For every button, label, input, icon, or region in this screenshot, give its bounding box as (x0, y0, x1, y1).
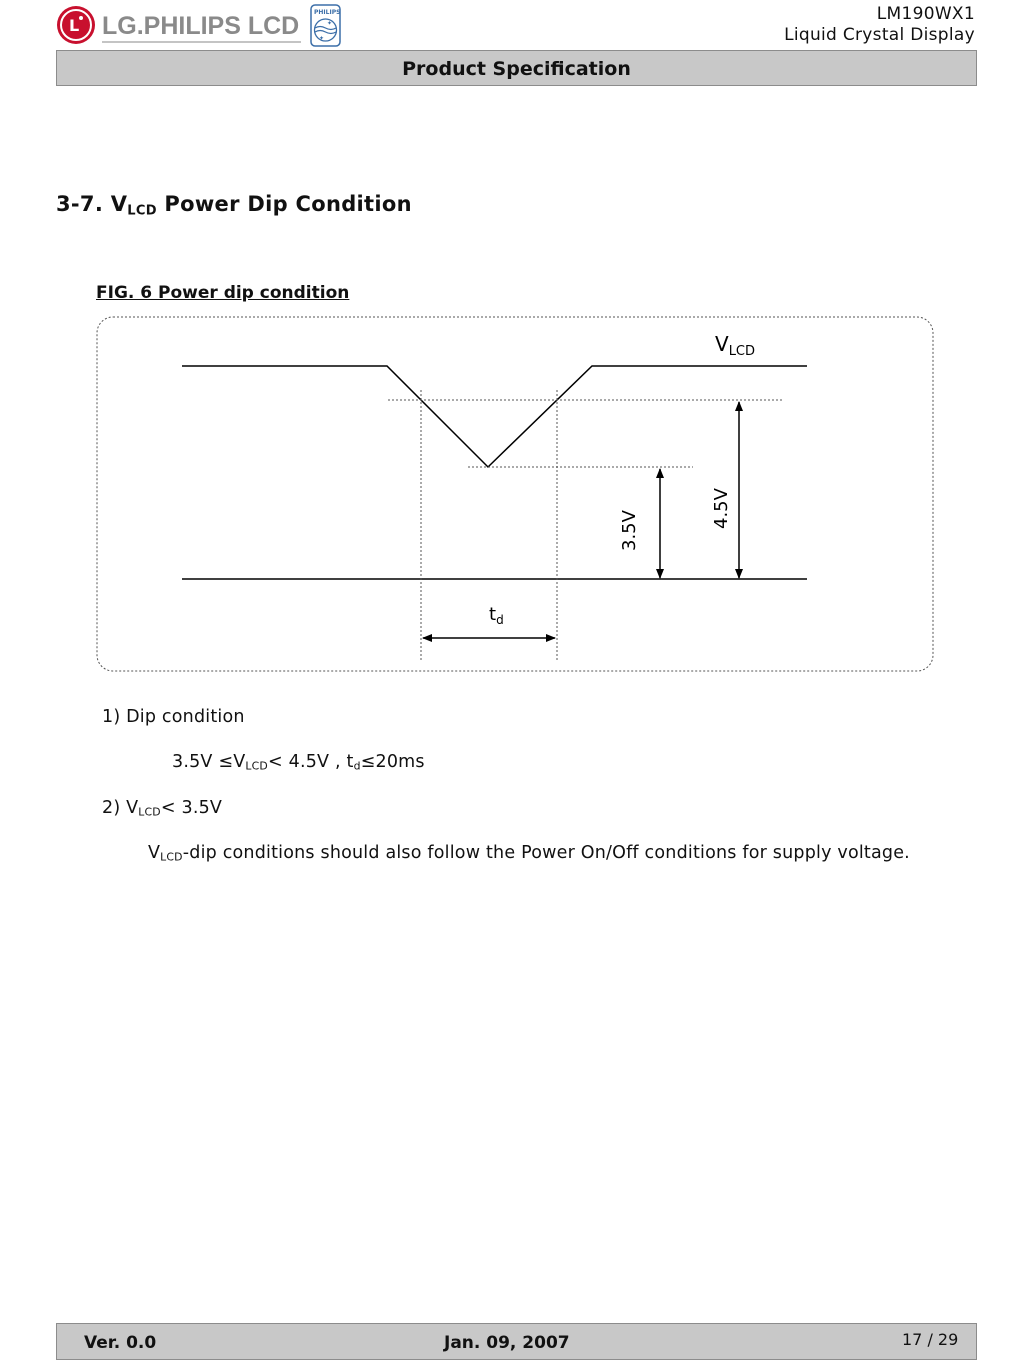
figure-frame (97, 317, 933, 671)
svg-text:✦: ✦ (327, 20, 333, 27)
td-label: $t_d$ (489, 604, 504, 627)
footer-version: Ver. 0.0 (84, 1333, 157, 1353)
figure-caption: FIG. 6 Power dip condition (96, 283, 350, 303)
low-voltage-heading: 2) $V_{LCD}< 3.5V$ (102, 798, 223, 819)
lg-philips-logo (56, 4, 346, 48)
philips-badge-text: PHILIPS (314, 9, 341, 16)
page-title: Product Specification (402, 58, 631, 80)
power-dip-diagram (95, 315, 935, 675)
page-number: 17 / 29 (902, 1330, 959, 1349)
section-heading (56, 192, 412, 219)
section-subscript: LCD (127, 203, 157, 219)
section-title: Power Dip Condition (156, 192, 412, 216)
section-number: 3-7. V (56, 192, 128, 216)
vlcd-waveform (182, 366, 807, 467)
vlcd-label: $V_{LCD}$ (715, 332, 756, 359)
logo-text: LG.PHILIPS LCD (102, 12, 300, 40)
svg-text:✦: ✦ (319, 35, 325, 42)
model-number: LM190WX1 (876, 4, 975, 24)
low-voltage-description: $V_{LCD}$-dip conditions should also follow the Power On/Off conditions for supply voltage. (148, 843, 910, 864)
svg-text:L: L (69, 16, 80, 35)
label-4.5v: 4.5V (711, 488, 732, 529)
dip-condition-heading: 1) Dip condition (102, 707, 245, 727)
label-3.5v: 3.5V (619, 510, 640, 551)
title-bar (56, 50, 977, 86)
product-type: Liquid Crystal Display (784, 25, 975, 45)
dip-condition-formula: $3.5V \le V_{LCD}< 4.5V$ , $t_d\le 20ms$ (172, 752, 425, 773)
footer-date: Jan. 09, 2007 (444, 1333, 570, 1353)
